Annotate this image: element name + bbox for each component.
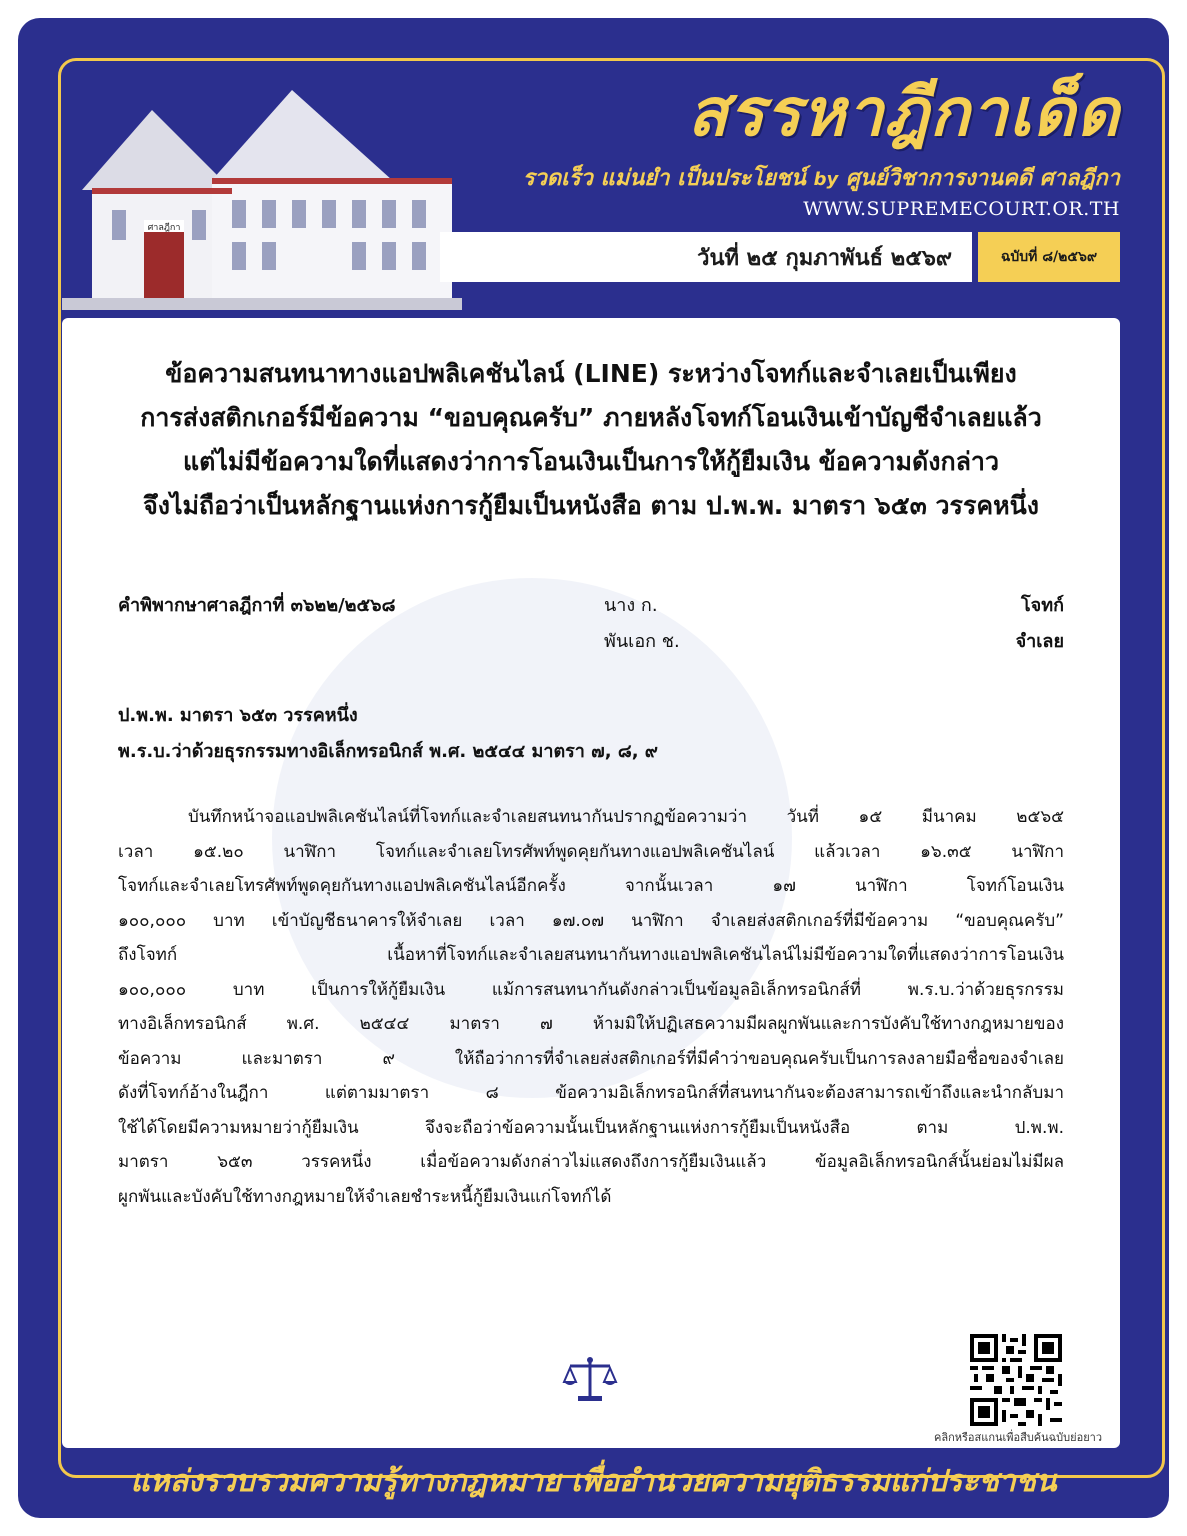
- qr-code[interactable]: [970, 1334, 1062, 1426]
- issue-date: วันที่ ๒๕ กุมภาพันธ์ ๒๕๖๙: [697, 245, 952, 271]
- summary-line: ๑๐๐,๐๐๐ บาท เข้าบัญชีธนาคารให้จำเลย เวลา ๑๗.๐๗ นาฬิกา จำเลยส่งสติกเกอร์ที่มีข้อความ “ขอบคุณครับ”: [118, 910, 1064, 931]
- judgment-summary: [118, 800, 1064, 1214]
- issue-badge: [978, 232, 1120, 282]
- summary-line: ดังที่โจทก์อ้างในฎีกา แต่ตามมาตรา ๘ ข้อความอิเล็กทรอนิกส์ที่สนทนากันจะต้องสามารถเข้าถึงและนำกลับมา: [118, 1083, 1064, 1103]
- supreme-court-building-illustration: [62, 70, 462, 310]
- qr-caption: คลิกหรือสแกนเพื่อสืบค้นฉบับย่อยาว: [933, 1431, 1102, 1444]
- headline-line: แต่ไม่มีข้อความใดที่แสดงว่าการโอนเงินเป็นการให้กู้ยืมเงิน ข้อความดังกล่าว: [182, 447, 999, 476]
- publication-title: สรรหาฎีกาเด็ด: [687, 74, 1120, 151]
- headline: [82, 352, 1100, 528]
- law-reference: ป.พ.พ. มาตรา ๖๕๓ วรรคหนึ่ง: [118, 705, 358, 726]
- website-link[interactable]: WWW.SUPREMECOURT.OR.TH: [803, 198, 1120, 220]
- case-number: คำพิพากษาศาลฎีกาที่ ๓๖๒๒/๒๕๖๘: [118, 595, 396, 616]
- tagline-text: รวดเร็ว แม่นยำ เป็นประโยชน์: [522, 166, 806, 191]
- summary-line: ข้อความ และมาตรา ๙ ให้ถือว่าการที่จำเลยส่งสติกเกอร์ที่มีคำว่าขอบคุณครับเป็นการลงลายมือชื่อของจำเลย: [118, 1048, 1064, 1069]
- building-sign: ศาลฎีกา: [147, 223, 181, 233]
- summary-line: ๑๐๐,๐๐๐ บาท เป็นการให้กู้ยืมเงิน แม้การสนทนากันดังกล่าวเป็นข้อมูลอิเล็กทรอนิกส์ที่ พ.ร.บ.ว่าด้วยธุรกรรม: [118, 979, 1064, 1000]
- footer-slogan: แหล่งรวบรวมความรู้ทางกฎหมาย เพื่ออำนวยความยุติธรรมแก่ประชาชน: [130, 1464, 1057, 1499]
- summary-line: ถึงโจทก์ เนื้อหาที่โจทก์และจำเลยสนทนากันทางแอปพลิเคชันไลน์ไม่มีข้อความใดที่แสดงว่าการโอนเงิน: [118, 945, 1064, 965]
- plaintiff-role: โจทก์: [1021, 595, 1064, 616]
- scales-of-justice-icon: [562, 1354, 618, 1404]
- headline-line: จึงไม่ถือว่าเป็นหลักฐานแห่งการกู้ยืมเป็นหนังสือ ตาม ป.พ.พ. มาตรา ๖๕๓ วรรคหนึ่ง: [143, 491, 1039, 520]
- summary-line: มาตรา ๖๕๓ วรรคหนึ่ง เมื่อข้อความดังกล่าวไม่แสดงถึงการกู้ยืมเงินแล้ว ข้อมูลอิเล็กทรอนิกส์นั้นย่อมไม่มีผล: [118, 1152, 1064, 1172]
- publication-tagline: [440, 160, 1120, 195]
- content-panel: [62, 318, 1120, 1448]
- issue-number: ฉบับที่ ๘/๒๕๖๙: [1000, 249, 1098, 265]
- summary-line: ทางอิเล็กทรอนิกส์ พ.ศ. ๒๕๔๔ มาตรา ๗ ห้ามมิให้ปฏิเสธความมีผลผูกพันและการบังคับใช้ทางกฎหมายของ: [118, 1014, 1064, 1034]
- summary-line: โจทก์และจำเลยโทรศัพท์พูดคุยกันทางแอปพลิเคชันไลน์อีกครั้ง จากนั้นเวลา ๑๗ นาฬิกา โจทก์โอนเงิน: [118, 876, 1064, 896]
- headline-line: ข้อความสนทนาทางแอปพลิเคชันไลน์ (LINE) ระหว่างโจทก์และจำเลยเป็นเพียง: [165, 359, 1017, 388]
- defendant-name: พันเอก ช.: [604, 631, 680, 652]
- summary-line: เวลา ๑๕.๒๐ นาฬิกา โจทก์และจำเลยโทรศัพท์พูดคุยกันทางแอปพลิเคชันไลน์ แล้วเวลา ๑๖.๓๕ นาฬิกา: [118, 841, 1064, 862]
- plaintiff-name: นาง ก.: [604, 595, 658, 616]
- defendant-role: จำเลย: [1015, 631, 1064, 652]
- date-bar: [440, 232, 972, 282]
- summary-line: ผูกพันและบังคับใช้ทางกฎหมายให้จำเลยชำระหนี้กู้ยืมเงินแก่โจทก์ได้: [118, 1186, 612, 1207]
- summary-line: ใช้ได้โดยมีความหมายว่ากู้ยืมเงิน จึงจะถือว่าข้อความนั้นเป็นหลักฐานแห่งการกู้ยืมเป็นหนังสือ ตาม ป.พ.พ.: [118, 1117, 1064, 1138]
- tagline-by: by: [813, 169, 839, 190]
- tagline-org: ศูนย์วิชาการงานคดี ศาลฎีกา: [845, 166, 1120, 191]
- law-reference: พ.ร.บ.ว่าด้วยธุรกรรมทางอิเล็กทรอนิกส์ พ.ศ. ๒๕๔๔ มาตรา ๗, ๘, ๙: [118, 741, 658, 762]
- headline-line: การส่งสติกเกอร์มีข้อความ “ขอบคุณครับ” ภายหลังโจทก์โอนเงินเข้าบัญชีจำเลยแล้ว: [140, 403, 1042, 432]
- summary-line: บันทึกหน้าจอแอปพลิเคชันไลน์ที่โจทก์และจำเลยสนทนากันปรากฏข้อความว่า วันที่ ๑๕ มีนาคม ๒๕๖๕: [188, 807, 1064, 827]
